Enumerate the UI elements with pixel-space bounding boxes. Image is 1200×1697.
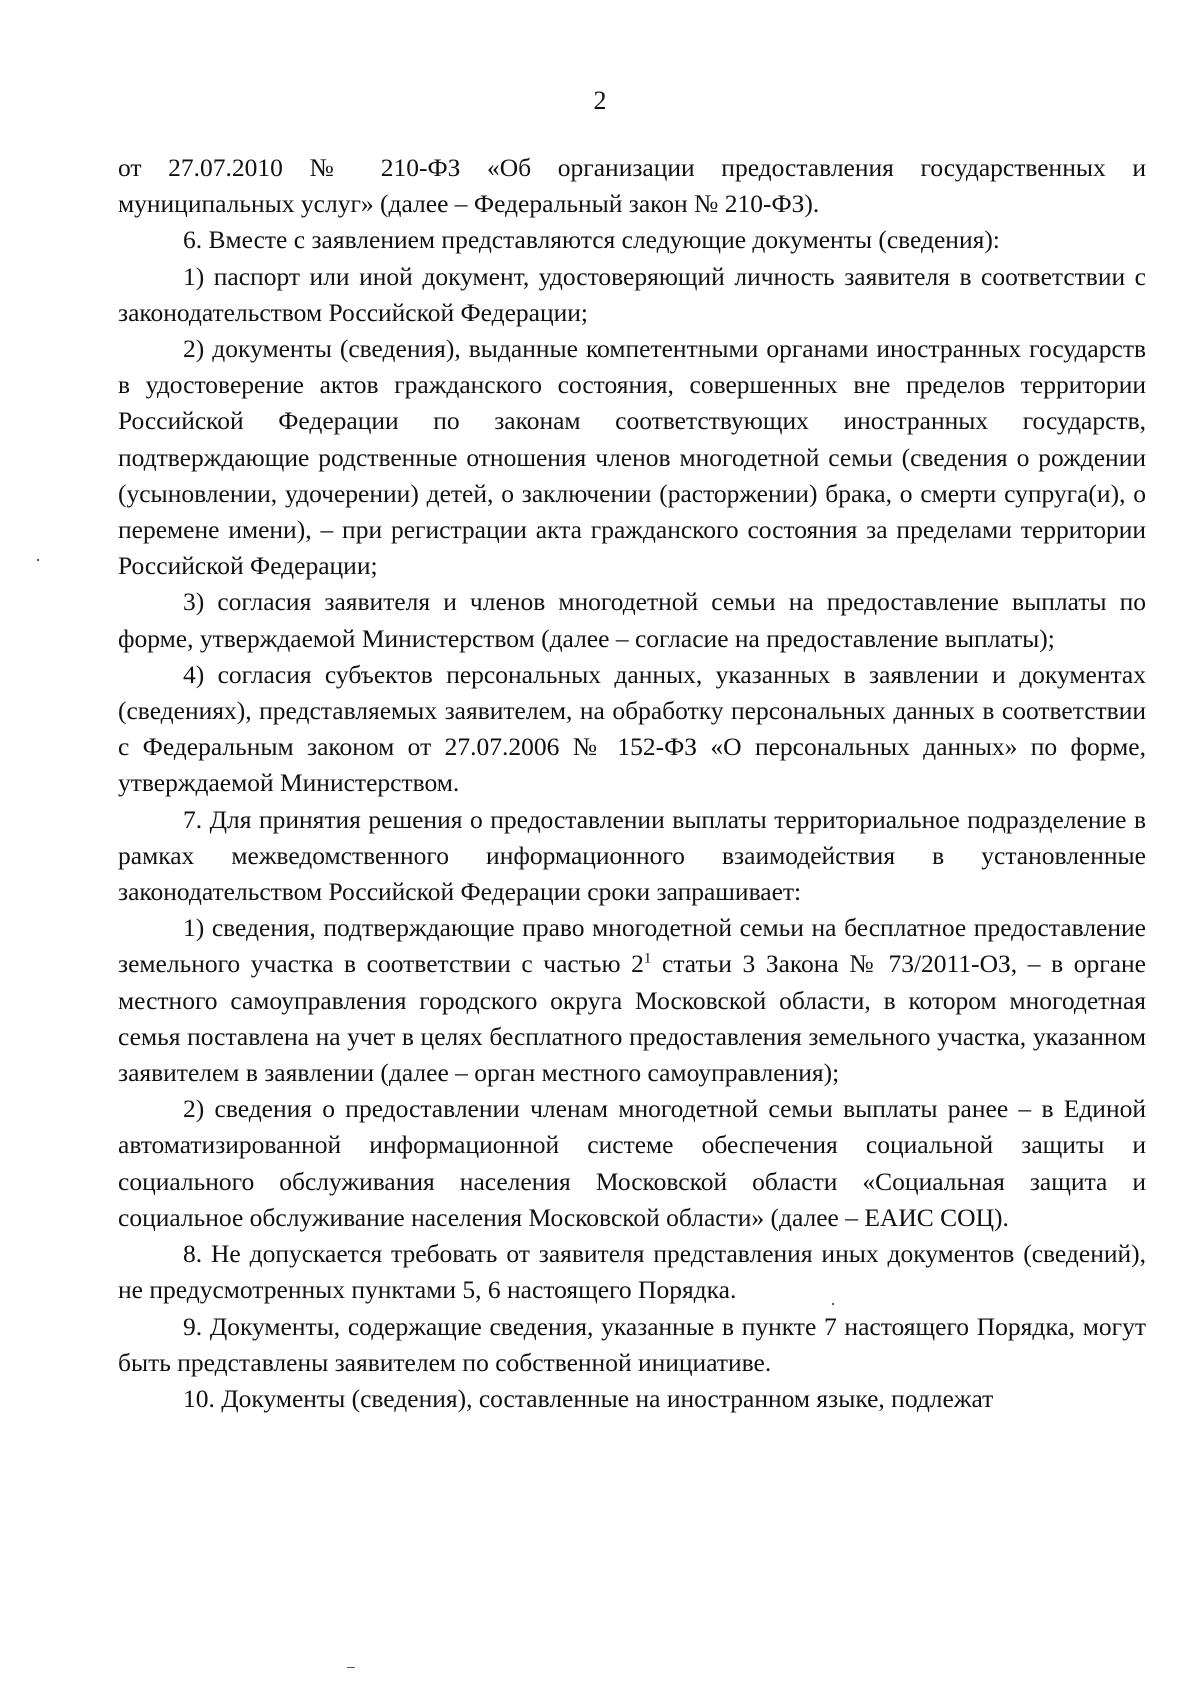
paragraph-item-7-1-text-after: статьи 3 Закона № 73/2011-ОЗ, – в органе местного самоуправления городского округа Московской области, в котором многодетная семья поставлена на учет в целях бесплатного предоставления земельного участка, указанном заявителем в заявлении (далее – орган местного самоуправления);: [118, 949, 1146, 1088]
paragraph-continuation: от 27.07.2010 № 210-ФЗ «Об организации предоставления государственных и муниципальных услуг» (далее – Федеральный закон № 210-ФЗ).: [118, 153, 1146, 219]
paragraph-item-6: 6. Вместе с заявлением представляются следующие документы (сведения):: [183, 225, 1000, 255]
paragraph-item-6-1: 1) паспорт или иной документ, удостоверяющий личность заявителя в соответствии с законодательством Российской Федерации;: [118, 261, 1146, 327]
scan-dash-mark: [347, 1667, 355, 1668]
paragraph-item-8: 8. Не допускается требовать от заявителя представления иных документов (сведений), не предусмотренных пунктами 5, 6 настоящего Порядка.: [118, 1239, 1146, 1305]
paragraph-item-7: 7. Для принятия решения о предоставлении выплаты территориальное подразделение в рамках межведомственного информационного взаимодействия в установленные законодательством Российской Федерации сроки запрашивает:: [118, 804, 1146, 907]
paragraph-item-9: 9. Документы, содержащие сведения, указанные в пункте 7 настоящего Порядка, могут быть представлены заявителем по собственной инициативе.: [118, 1311, 1146, 1377]
paragraph-item-10: 10. Документы (сведения), составленные на иностранном языке, подлежат: [183, 1383, 994, 1413]
paragraph-item-7-2: 2) сведения о предоставлении членам многодетной семьи выплаты ранее – в Единой автоматизированной информационной системе обеспечения социальной защиты и социального обслуживания населения Московской области «Социальная защита и социальное обслуживание населения Московской области» (далее – ЕАИС СОЦ).: [118, 1094, 1146, 1232]
paragraph-item-7-1-text-before: 1) сведения, подтверждающие право многодетной семьи на бесплатное предоставление земельного участка в соответствии с частью 2: [118, 913, 1146, 979]
paragraph-item-6-3: 3) согласия заявителя и членов многодетной семьи на предоставление выплаты по форме, утверждаемой Министерством (далее – согласие на предоставление выплаты);: [118, 587, 1146, 653]
paragraph-item-7-1: [118, 910, 1146, 1091]
paragraph-item-6-2: 2) документы (сведения), выданные компетентными органами иностранных государств в удостоверение актов гражданского состояния, совершенных вне пределов территории Российской Федерации по законам соответствующих иностранных государств, подтверждающие родственные отношения членов многодетной семьи (сведения о рождении (усыновлении, удочерении) детей, о заключении (расторжении) брака, о смерти супруга(и), о перемене имени), – при регистрации акта гражданского состояния за пределами территории Российской Федерации;: [118, 334, 1146, 581]
page-number: 2: [593, 86, 607, 115]
scan-dot-mark: [832, 1303, 834, 1305]
document-body: [118, 150, 1146, 1417]
superscript-part-number: 1: [643, 950, 652, 967]
paragraph-item-6-4: 4) согласия субъектов персональных данных, указанных в заявлении и документах (сведениях), представляемых заявителем, на обработку персональных данных в соответствии с Федеральным законом от 27.07.2006 № 152-ФЗ «О персональных данных» по форме, утверждаемой Министерством.: [118, 659, 1146, 798]
scan-dot-mark: [37, 559, 39, 561]
